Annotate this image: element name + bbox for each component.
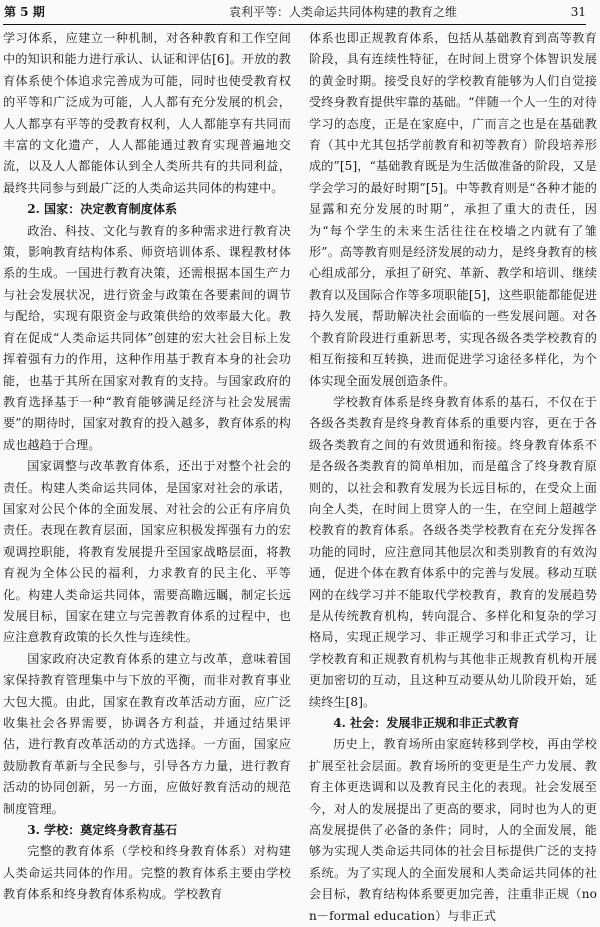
paragraph: 学校教育体系是终身教育体系的基石，不仅在于各级各类教育是终身教育体系的重要内容，更在于各级各类教育之间的有效贯通和衔接。终身教育体系不是各级各类教育的简单相加，而是蕴含了终身教育原则的，以社会和教育发展为长远目标的，在受众上面向全人类，在时间上贯穿人的一生，在空间上超越学校教育的教育体系。各级各类学校教育在充分发挥各功能的同时，应注意同其他层次和类别教育的有效沟通，促进个体在教育体系中的完善与发展。移动互联网的在线学习并不能取代学校教育，教育的发展趋势是从传统教育机构，转向混合、多样化和复杂的学习格局，实现正规学习、非正规学习和非正式学习，让学校教育和正规教育机构与其他非正规教育机构开展更加密切的互动，且这种互动要从幼儿阶段开始，延续终生[8]。 xyxy=(309,394,597,709)
paragraph: 国家调整与改革教育体系，还出于对整个社会的责任。构建人类命运共同体，是国家对社会的承诺，国家对公民个体的全面发展、对社会的公正有序肩负责任。表现在教育层面，国家应积极发挥强有力的宏观调控职能，将教育发展提升至国家战略层面，将教育视为全体公民的福利，力求教育的民主化、平等化。构建人类命运共同体，需要高瞻远瞩，制定长远发展目标，国家在建立与完善教育体系的过程中，也应注意教育政策的长久性与连续性。 xyxy=(3,459,291,645)
right-column xyxy=(309,28,597,927)
paragraph: 历史上，教育场所由家庭转移到学校，再由学校扩展至社会层面。教育场所的变更是生产力发展、教育主体更迭调和以及教育民主化的表现。社会发展至今，对人的发展提出了更高的要求，同时也为人的更高发展提供了必备的条件；同时，人的全面发展，能够为实现人类命运共同体的社会目标提供广泛的支持系统。为了实现人的全面发展和人类命运共同体的社会目标，教育结构体系要更加完善，注重非正规（non－formal education）与非正式 xyxy=(309,737,597,923)
header-rule xyxy=(3,24,586,25)
section-heading-society: 4. 社会：发展非正规和非正式教育 xyxy=(333,716,520,730)
running-title: 袁利平等：人类命运共同体构建的教育之维 xyxy=(229,5,458,19)
paragraph: 完整的教育体系（学校和终身教育体系）对构建人类命运共同体的作用。完整的教育体系主要由学校教育体系和终身教育体系构成。学校教育 xyxy=(3,844,291,902)
paragraph: 体系也即正规教育体系，包括从基础教育到高等教育阶段，具有连续性特征，在时间上贯穿个体智识发展的黄金时期。接受良好的学校教育能够为人们自觉接受终身教育提供牢靠的基础。“伴随一个人一生的对待学习的态度，正是在家庭中，广而言之也是在基础教育（其中尤其包括学前教育和初等教育）阶段培养形成的”[5]，“基础教育既是为生活做准备的阶段，又是学会学习的最好时期”[5]。中等教育则是“各种才能的显露和充分发展的时期”，承担了重大的责任，因为“每个学生的未来生活往往在校墙之内就有了雏形”。高等教育则是经济发展的动力，是终身教育的核心组成部分，承担了研究、革新、教学和培训、继续教育以及国际合作等多项职能[5]，这些职能都能促进持久发展，帮助解决社会面临的一些发展问题。对各个教育阶段进行重新思考，实现各级各类学校教育的相互衔接和互转换，进而促进学习途径多样化，为个体实现全面发展创造条件。 xyxy=(309,31,597,388)
left-column xyxy=(3,28,291,906)
running-header xyxy=(3,0,600,25)
paragraph: 政治、科技、文化与教育的多种需求进行教育决策，影响教育结构体系、师资培训体系、课程教材体系的生成。一国进行教育决策，还需根据本国生产力与社会发展状况，进行资金与政策在各要素间的调节与配给，实现有限资金与政策供给的效率最大化。教育在促成“人类命运共同体”创建的宏大社会目标上发挥着强有力的作用，这种作用基于教育本身的社会功能，也基于其所在国家对教育的支持。与国家政府的教育选择基于一种“教育能够满足经济与社会发展需要”的期待时，国家对教育的投入越多，教育体系的构成也越趋于合理。 xyxy=(3,223,291,452)
issue-number: 第 5 期 xyxy=(4,5,45,19)
page-number: 31 xyxy=(570,5,586,19)
paragraph: 国家政府决定教育体系的建立与改革，意味着国家保持教育管理集中与下放的平衡，而非对教育事业大包大揽。由此，国家在教育改革活动方面，应广泛收集社会各界需要，协调各方利益，并通过结果评估，进行教育改革活动的方式选择。一方面，国家应鼓励教育革新与全民参与，引导各方力量，进行教育活动的协同创新，另一方面，应做好教育活动的规范制度管理。 xyxy=(3,651,291,816)
section-heading-school: 3. 学校：奠定终身教育基石 xyxy=(27,823,178,838)
paragraph: 学习体系，应建立一种机制，对各种教育和工作空间中的知识和能力进行承认、认证和评估[6]。开放的教育体系使个体追求完善成为可能，同时也使受教育权的平等和广泛成为可能，人人都有充分发展的机会，人人都享有平等的受教育权利，人人都能享有共同而丰富的文化遗产，人人都能通过教育实现普遍地交流，以及人人都能体认到全人类所共有的共同利益，最终共同参与到最广泛的人类命运共同体的构建中。 xyxy=(3,31,291,195)
section-heading-state: 2. 国家：决定教育制度体系 xyxy=(27,202,178,217)
